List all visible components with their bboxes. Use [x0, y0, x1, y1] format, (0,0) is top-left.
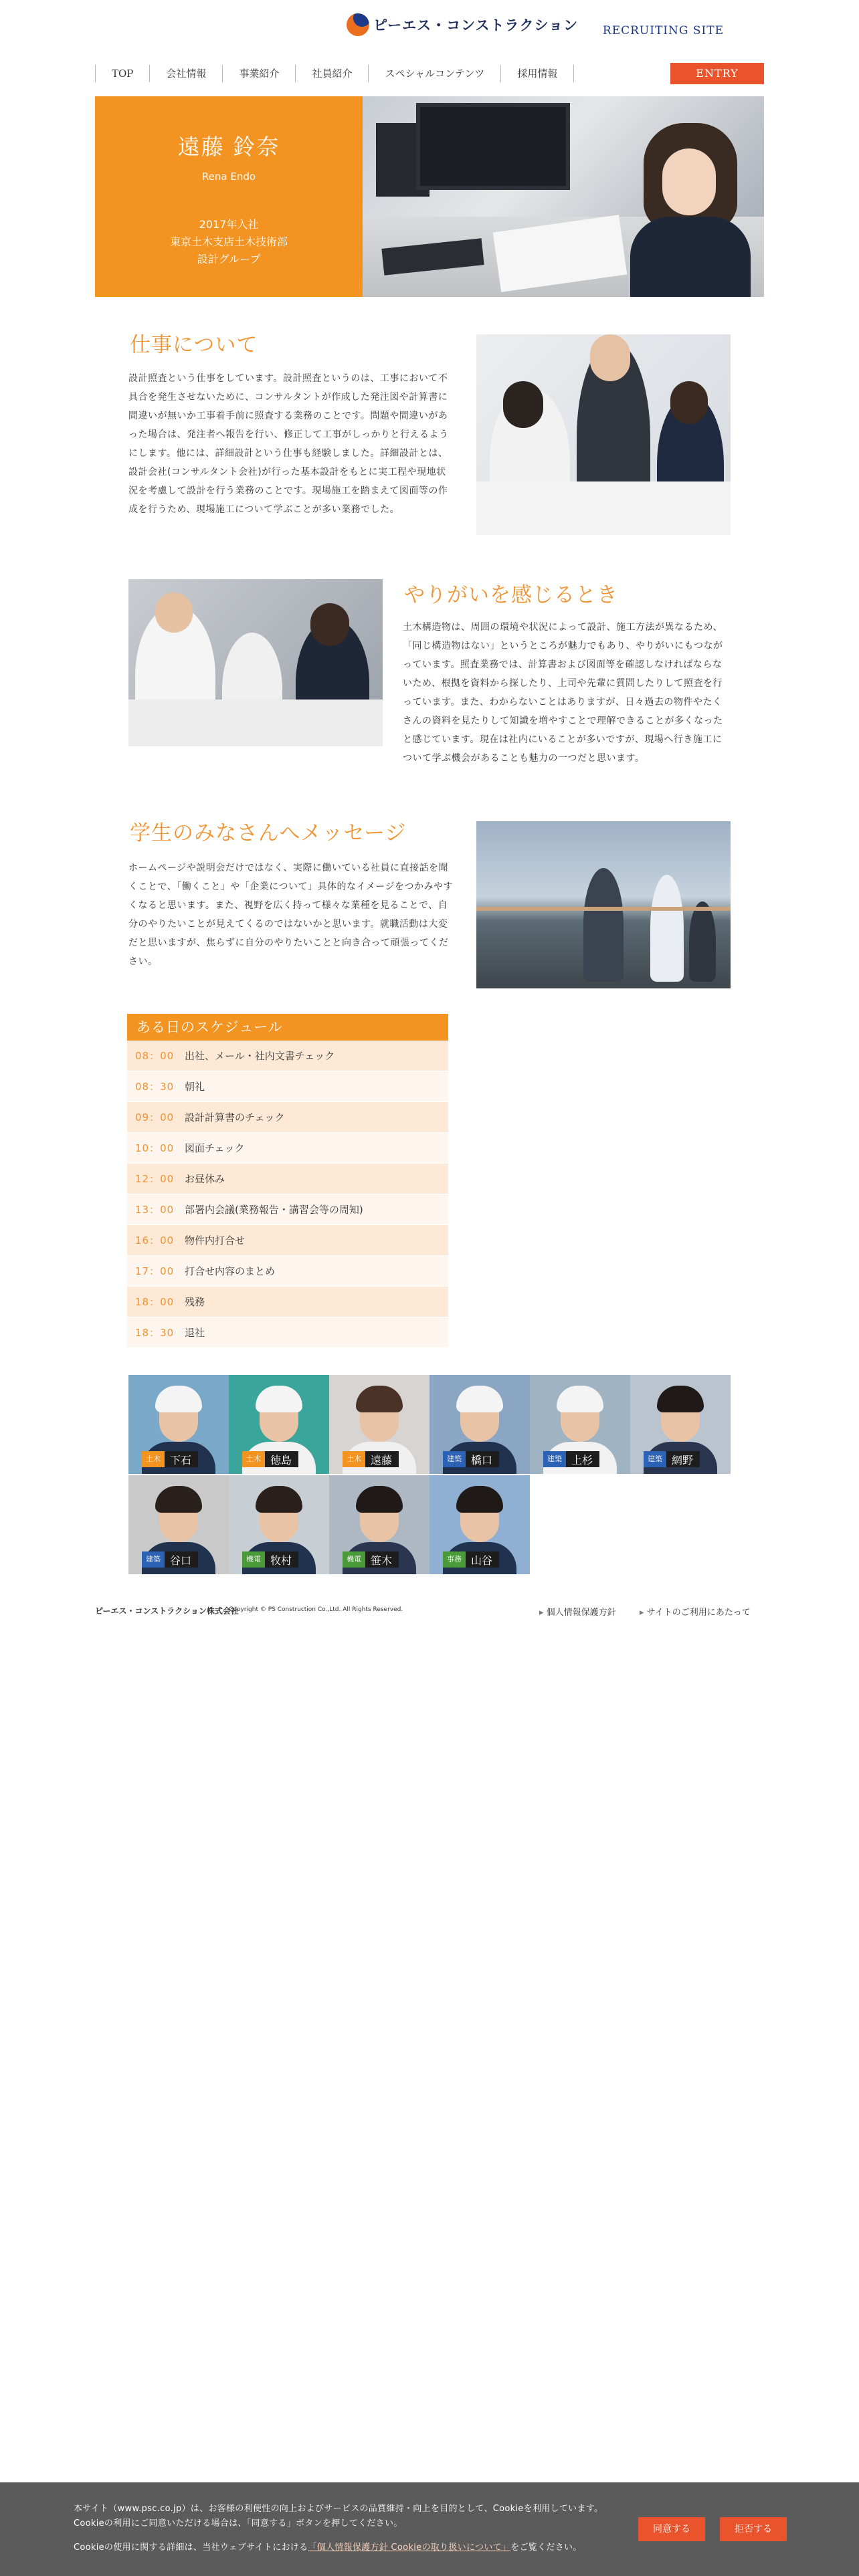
- staff-category-tag: 建築: [543, 1451, 566, 1467]
- schedule-text: 図面チェック: [185, 1142, 245, 1154]
- staff-category-tag: 事務: [443, 1551, 466, 1568]
- staff-card[interactable]: [430, 1375, 530, 1474]
- site-logo[interactable]: [347, 13, 578, 36]
- section-body: 土木構造物は、周囲の環境や状況によって設計、施工方法が異なるため、「同じ構造物はない」というところが魅力でもあり、やりがいにもつながっています。照査業務では、計算書および図面等を確認しなければならないため、根拠を資料から探したり、上司や先輩に質問したりして照査を行っています。また、わからないことはありますが、日々過去の物件やたくさんの資料を見たりして知識を増やすことで理解できることが多くなったと感じています。現在は社内にいることが多いですが、現場へ行き施工について学ぶ機会があることも魅力の一つだと思います。: [403, 622, 723, 764]
- staff-card[interactable]: [530, 1375, 630, 1474]
- cookie-text-3-pre: Cookieの使用に関する詳細は、当社ウェブサイトにおける: [74, 2543, 308, 2553]
- cookie-text-3-post: をご覧ください。: [510, 2543, 582, 2553]
- global-nav: [95, 60, 764, 87]
- schedule-time: 13：00: [135, 1204, 175, 1216]
- staff-label: [343, 1551, 399, 1568]
- cookie-banner: [0, 2482, 859, 2576]
- staff-label: [242, 1451, 298, 1467]
- schedule-time: 10：00: [135, 1142, 175, 1154]
- group: 設計グループ: [197, 253, 261, 265]
- schedule-row: [127, 1102, 448, 1133]
- section-body: ホームページや説明会だけではなく、実際に働いている社員に直接話を聞くことで、「働くこと」や「企業について」具体的なイメージをつかみやすくなると思います。また、視野を広く持って様々な業種を見ることで、自分のやりたいことが見えてくるのではないかと思います。就職活動は大変だと思いますが、焦らずに自分のやりたいことと向き合って頑張ってください。: [128, 863, 454, 967]
- site-footer: [0, 1605, 859, 1625]
- staff-card[interactable]: [229, 1475, 329, 1574]
- hero-photo: [363, 96, 764, 297]
- schedule-table: [127, 1014, 448, 1348]
- schedule-time: 17：00: [135, 1265, 175, 1277]
- staff-category-tag: 建築: [644, 1451, 666, 1467]
- schedule-text: 打合せ内容のまとめ: [185, 1265, 276, 1277]
- section-title: 仕事について: [130, 333, 258, 357]
- footer-copyright: Copyright © PS Construction Co.,Ltd. All Rights Reserved.: [229, 1606, 403, 1613]
- section-photo: [128, 579, 383, 746]
- staff-name: 上杉: [571, 1453, 593, 1467]
- schedule-text: 設計計算書のチェック: [185, 1111, 285, 1123]
- staff-name: 下石: [170, 1453, 192, 1467]
- schedule-time: 18：30: [135, 1327, 175, 1339]
- section-photo: [476, 821, 731, 988]
- schedule-time: 08：00: [135, 1050, 175, 1062]
- section-rewarding: [95, 578, 764, 798]
- staff-card[interactable]: [128, 1375, 229, 1474]
- staff-card[interactable]: [229, 1375, 329, 1474]
- schedule-row: [127, 1071, 448, 1102]
- schedule-time: 12：00: [135, 1173, 175, 1185]
- schedule-text: 退社: [185, 1327, 205, 1339]
- staff-label: [142, 1451, 198, 1467]
- staff-name: 牧村: [270, 1553, 292, 1567]
- nav-staff[interactable]: 社員紹介: [295, 65, 368, 82]
- schedule-row: [127, 1256, 448, 1287]
- schedule-row: [127, 1287, 448, 1317]
- schedule-time: 08：30: [135, 1081, 175, 1093]
- employee-info: [95, 216, 363, 268]
- schedule-time: 18：00: [135, 1296, 175, 1308]
- schedule-row: [127, 1164, 448, 1194]
- staff-category-tag: 建築: [142, 1551, 165, 1568]
- schedule-title: ある日のスケジュール: [127, 1014, 448, 1041]
- staff-card[interactable]: [128, 1475, 229, 1574]
- section-body: 設計照査という仕事をしています。設計照査というのは、工事において不具合を発生させないために、コンサルタントが作成した発注図や計算書に間違いが無いか工事着手前に照査する業務のことです。問題や間違いがあった場合は、発注者へ報告を行い、修正して工事がしっかりと行えるようにします。他には、詳細設計という仕事も経験しました。詳細設計とは、設計会社(コンサルタント会社)が行った基本設計をもとに実工程や現地状況を考慮して設計を行う業務のことです。現場施工を踏まえて図面等の作成を行うため、現場施工について学ぶことが多い業務でした。: [128, 373, 449, 515]
- staff-name: 山谷: [471, 1553, 493, 1567]
- staff-name: 橋口: [471, 1453, 493, 1467]
- staff-category-tag: 土木: [343, 1451, 365, 1467]
- staff-category-tag: 土木: [142, 1451, 165, 1467]
- staff-card[interactable]: [329, 1475, 430, 1574]
- schedule-text: 残務: [185, 1296, 205, 1308]
- schedule-text: 物件内打合せ: [185, 1235, 246, 1247]
- schedule-text: 朝礼: [185, 1081, 205, 1093]
- section-title: 学生のみなさんへメッセージ: [130, 821, 407, 845]
- staff-card[interactable]: [329, 1375, 430, 1474]
- employee-name-roman: Rena Endo: [201, 171, 256, 183]
- cookie-reject-button[interactable]: 拒否する: [720, 2517, 787, 2541]
- logo-text: ピーエス・コンストラクション: [373, 17, 579, 33]
- employee-name: 遠藤 鈴奈: [177, 134, 280, 160]
- staff-label: [242, 1551, 298, 1568]
- footer-logo[interactable]: ピーエス・コンストラクション株式会社: [95, 1606, 239, 1616]
- staff-label: [443, 1551, 499, 1568]
- nav-business[interactable]: 事業紹介: [222, 65, 295, 82]
- cookie-text-2: Cookieの利用にご同意いただける場合は、「同意する」ボタンを押してください。: [74, 2518, 403, 2529]
- staff-name: 谷口: [170, 1553, 192, 1567]
- staff-category-tag: 機電: [242, 1551, 265, 1568]
- staff-label: [644, 1451, 700, 1467]
- staff-name: 徳島: [270, 1453, 292, 1467]
- staff-category-tag: 土木: [242, 1451, 265, 1467]
- schedule-time: 16：00: [135, 1235, 175, 1247]
- staff-label: [443, 1451, 499, 1467]
- schedule-time: 09：00: [135, 1111, 175, 1123]
- section-work: [95, 328, 764, 542]
- staff-category-tag: 建築: [443, 1451, 466, 1467]
- schedule-row: [127, 1194, 448, 1225]
- schedule-row: [127, 1041, 448, 1071]
- section-photo: [476, 334, 731, 535]
- schedule-text: お昼休み: [185, 1173, 225, 1185]
- footer-privacy-link[interactable]: ▸ 個人情報保護方針: [539, 1605, 616, 1618]
- schedule-rows: [127, 1041, 448, 1348]
- section-message: [95, 816, 764, 990]
- page-wrapper: [95, 0, 764, 297]
- site-header: [95, 0, 764, 59]
- logo-mark-icon: [347, 13, 369, 36]
- staff-category-tag: 機電: [343, 1551, 365, 1568]
- department: 東京土木支店土木技術部: [169, 235, 288, 248]
- schedule-row: [127, 1317, 448, 1348]
- staff-label: [343, 1451, 399, 1467]
- staff-name: 網野: [672, 1453, 694, 1467]
- schedule-text: 出社、メール・社内文書チェック: [185, 1050, 335, 1062]
- cookie-text-3: [74, 2540, 582, 2553]
- cookie-text-1: 本サイト（www.psc.co.jp）は、お客様の利便性の向上およびサービスの品質維持・向上を目的として、Cookieを利用しています。: [74, 2504, 603, 2514]
- cookie-accept-button[interactable]: 同意する: [638, 2517, 705, 2541]
- nav-special[interactable]: スペシャルコンテンツ: [368, 65, 500, 82]
- nav-company[interactable]: 会社情報: [149, 65, 222, 82]
- recruiting-site-label: RECRUITING SITE: [602, 24, 724, 37]
- staff-card[interactable]: [430, 1475, 530, 1574]
- staff-label: [543, 1451, 599, 1467]
- schedule-row: [127, 1225, 448, 1256]
- join-year: 2017年入社: [199, 218, 259, 231]
- nav-recruit[interactable]: 採用情報: [500, 65, 574, 82]
- staff-name: 遠藤: [371, 1453, 393, 1467]
- schedule-row: [127, 1133, 448, 1164]
- staff-card[interactable]: [630, 1375, 731, 1474]
- cookie-policy-link[interactable]: 「個人情報保護方針 Cookieの取り扱いについて」: [308, 2543, 511, 2553]
- entry-button[interactable]: ENTRY: [670, 63, 764, 84]
- section-title: やりがいを感じるとき: [404, 583, 618, 607]
- nav-top[interactable]: TOP: [95, 65, 149, 82]
- footer-terms-link[interactable]: ▸ サイトのご利用にあたって: [640, 1605, 751, 1618]
- schedule-text: 部署内会議(業務報告・講習会等の周知): [185, 1204, 363, 1216]
- staff-name: 笹木: [371, 1553, 393, 1567]
- hero: [95, 96, 764, 297]
- staff-label: [142, 1551, 198, 1568]
- hero-profile: [95, 96, 363, 297]
